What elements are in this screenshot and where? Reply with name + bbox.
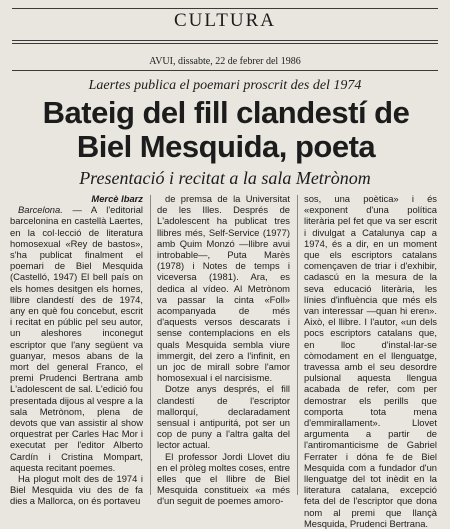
top-rule bbox=[12, 8, 438, 9]
headline bbox=[12, 96, 440, 164]
article-column-3 bbox=[304, 193, 437, 529]
article-column-1 bbox=[10, 193, 143, 507]
dateline: AVUI, dissabte, 22 de febrer del 1986 bbox=[149, 56, 301, 67]
headline-line-1: Bateig del fill clandestí de bbox=[42, 95, 410, 130]
author-byline: Mercè Ibarz bbox=[91, 193, 143, 204]
paragraph: sos, una poètica» i és «exponent d'una política literària pel fet que va ser escrit i divulgat a Catalunya cap a 1974, és a dir, en un moment que els escriptors catalans començaven de triar i d'exhibir, cadascú en la mesura de la seva educació literària, les línies d'influència que més els van interessar —quan hi eren». Això, el llibre. I l'autor, «un dels pocs escriptors catalans que, en lloc d'instal·lar-se còmodament en el llenguatge, travessa amb el seu desordre pulsional aquesta llengua acabada de refer, com per demostrar els perills que comporta tota mena d'emmirallament». Llovet argumenta a partir de l'antiromanticisme de Gabriel Ferrater i dóna fe de Biel Mesquida com a fundador d'un llenguatge del tot inèdit en la literatura catalana, excepció feta del de l'escriptor que dona nom al premi que llançà Mesquida, Prudenci Bertrana. bbox=[304, 193, 437, 529]
headline-line-2: Biel Mesquida, poeta bbox=[76, 129, 376, 164]
paragraph bbox=[10, 204, 143, 473]
paragraph: Ha plogut molt des de 1974 i Biel Mesquida viu des de fa dies a Mallorca, on és portaveu bbox=[10, 473, 143, 507]
subhead: Presentació i recitat a la sala Metrònom bbox=[79, 168, 371, 188]
location: Barcelona. bbox=[18, 204, 63, 216]
column-divider bbox=[297, 195, 298, 495]
paragraph: Dotze anys després, el fill clandestí de l'escriptor mallorquí, declaradament sensual i antipuritá, pot ser un cop de puny a l'altra galta del lector actual. bbox=[157, 383, 290, 451]
paragraph: El professor Jordi Llovet diu en el pròleg moltes coses, entre elles que el llibre de Biel Mesquida constitueix «a més d'un seguit de poemes amoro- bbox=[157, 450, 290, 507]
kicker: Laertes publica el poemari proscrit des del 1974 bbox=[88, 78, 362, 93]
section-rule-double bbox=[12, 43, 438, 44]
section-rule bbox=[12, 40, 438, 41]
section-title: CULTURA bbox=[174, 10, 276, 31]
column-divider bbox=[150, 195, 151, 495]
dateline-rule bbox=[12, 70, 438, 71]
paragraph: de premsa de la Universitat de les Illes. Després de L'adolescent ha publicat tres llibres més, Self-Service (1977) amb Quim Monzó —llibre avui introbable—, Puta Marès (1978) i Notes de temps i viceversa (1981). Ara, es dedica al vídeo. Al Metrònom va passar la cinta «Foll» acompanyada de més d'aquests versos descarats i sense contemplacions en els quals Mesquida sembla viure immergit, del zero a l'infinit, en un joc de mirall sobre l'amor homosexual i el narcisisme. bbox=[157, 193, 290, 384]
article-column-2 bbox=[157, 193, 290, 507]
paragraph-text: — A l'editorial barcelonina en castellà Laertes, en la col·lecció de literatura homosexual «Rey de bastos», s'ha publicat finalment el poemari de Biel Mesquida (Castelló, 1947) El bell país on els homes desitgen els homes, llibre clandestí des de 1974, any en què fou concebut, escrit i recitat en públic pel seu autor, un aleshores inconegut escriptor que l'any següent va guanyar, mesos abans de la mort del general Franco, el premi Prudenci Bertrana amb L'adolescent de sal. L'edició fou presentada dijous al vespre a la sala Metrònom, plena de devots que van assistir al show orquestrat per Carles Hac Mor i executat per l'editor Alberto Cardín i Cristina Mompart, aquesta recitant poemes. bbox=[10, 204, 143, 473]
